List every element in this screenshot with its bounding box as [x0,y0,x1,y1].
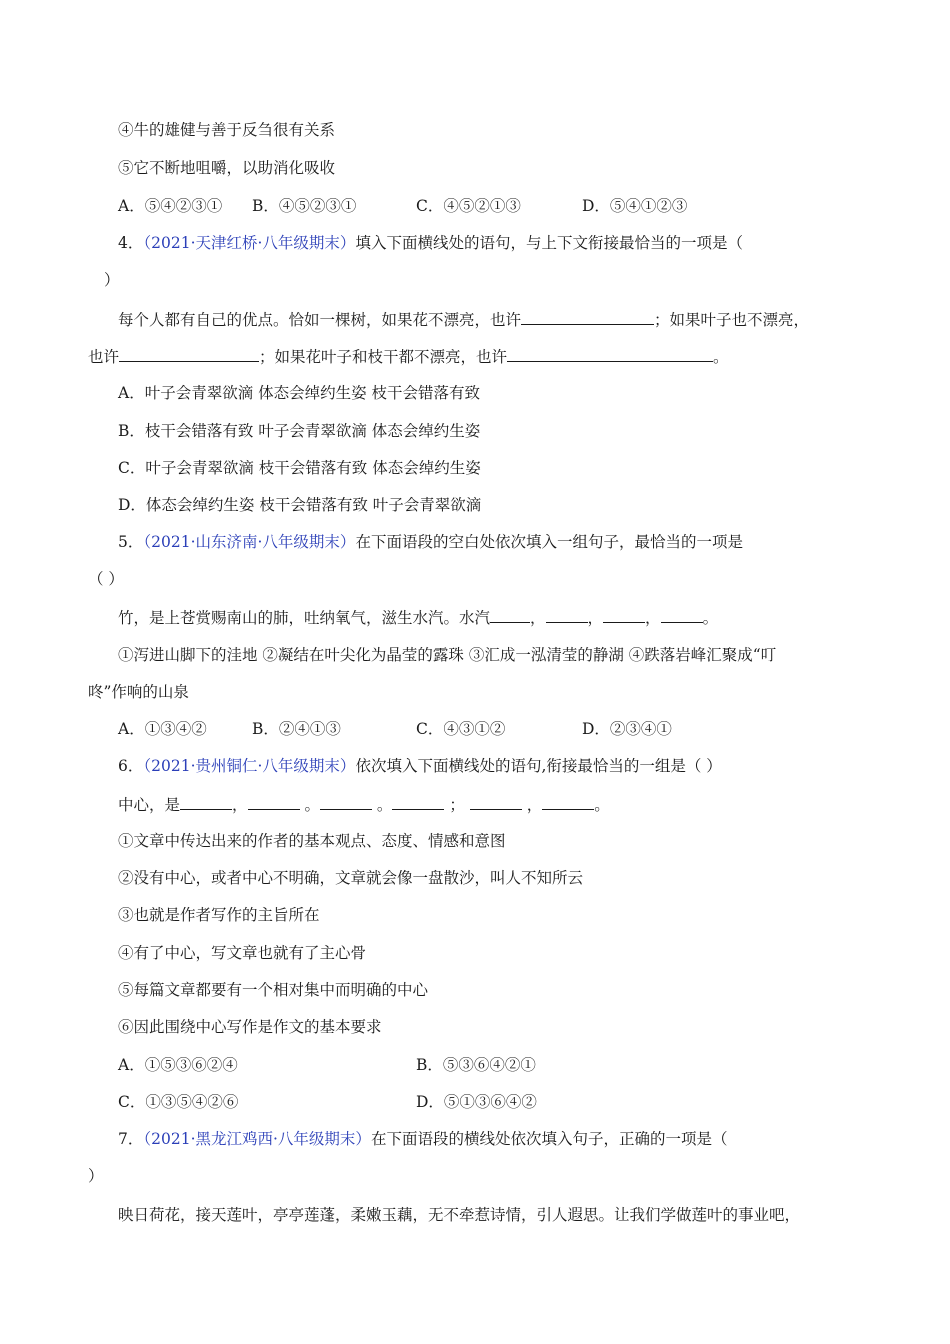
q4-passage-text5: 。 [713,348,729,366]
q5-blank-4[interactable] [661,607,703,623]
q5-option-d[interactable]: D．②③④① [582,720,672,738]
q6-blank-3[interactable] [320,794,372,810]
q5-number: 5． [118,533,144,551]
item-4: ④牛的雄健与善于反刍很有关系 [118,121,336,139]
q5-passage [118,607,718,628]
q6-blank-4[interactable] [392,794,444,810]
q4-number: 4． [118,234,144,252]
q5-blank-2[interactable] [546,607,588,623]
q6-period-1: 。 [304,796,320,814]
q4-stem-line [118,233,743,253]
q5-blank-1[interactable] [490,607,530,623]
option-a[interactable]: A．⑤④②③① [118,197,223,215]
q5-stem: 在下面语段的空白处依次填入一组句子，最恰当的一项是 [355,533,743,551]
q5-source: （2021·山东济南·八年级期末） [143,533,356,551]
q4-passage-text2: ；如果叶子也不漂亮， [654,311,810,329]
q7-number: 7． [118,1130,144,1148]
q4-option-d[interactable]: D．体态会绰约生姿 枝干会错落有致 叶子会青翠欲滴 [118,496,482,514]
q6-item-5: ⑤每篇文章都要有一个相对集中而明确的中心 [118,981,429,999]
q6-source: （2021·贵州铜仁·八年级期末） [143,757,356,775]
q5-passage-text: 竹，是上苍赏赐南山的肺，吐纳氧气，滋生水汽。水汽 [118,609,491,627]
q6-option-a[interactable]: A．①⑤③⑥②④ [118,1056,238,1074]
q4-passage-line2 [88,346,729,367]
q5-comma-2: ， [587,609,604,627]
q6-option-c[interactable]: C．①③⑤④②⑥ [118,1093,239,1111]
q6-option-d[interactable]: D．⑤①③⑥④② [416,1093,537,1111]
item-5: ⑤它不断地咀嚼，以助消化吸收 [118,159,336,177]
q6-item-3: ③也就是作者写作的主旨所在 [118,906,320,924]
option-b[interactable]: B．④⑤②③① [252,197,357,215]
q5-option-c[interactable]: C．④③①② [416,720,506,738]
q7-paren-close: ） [88,1167,104,1185]
q4-passage-line1 [118,309,809,330]
q7-stem: 在下面语段的横线处依次填入句子，正确的一项是（ [370,1130,728,1148]
q6-passage [118,794,610,815]
q6-number: 6． [118,757,144,775]
q4-source: （2021·天津红桥·八年级期末） [143,234,356,252]
q5-period: 。 [702,609,719,627]
q6-blank-2[interactable] [248,794,300,810]
q4-blank-1[interactable] [521,309,654,325]
q6-item-2: ②没有中心，或者中心不明确，文章就会像一盘散沙，叫人不知所云 [118,869,584,887]
q5-option-b[interactable]: B．②④①③ [252,720,341,738]
q6-blank-6[interactable] [542,794,594,810]
q6-passage-text: 中心，是 [118,796,181,814]
q5-items-line1: ①泻进山脚下的洼地 ②凝结在叶尖化为晶莹的露珠 ③汇成一泓清莹的静湖 ④跌落岩峰汇聚成“叮 [118,646,777,664]
q4-paren-close: ） [104,271,120,289]
q4-option-b[interactable]: B．枝干会错落有致 叶子会青翠欲滴 体态会绰约生姿 [118,422,481,440]
q5-blank-3[interactable] [603,607,645,623]
q4-stem: 填入下面横线处的语句，与上下文衔接最恰当的一项是（ [355,234,743,252]
q7-passage: 映日荷花，接天莲叶，亭亭莲蓬，柔嫩玉藕，无不牵惹诗情，引人遐思。让我们学做莲叶的事业吧， [118,1206,801,1224]
q6-blank-5[interactable] [470,794,522,810]
q6-item-4: ④有了中心，写文章也就有了主心骨 [118,944,367,962]
q5-items-line2: 咚”作响的山泉 [88,683,189,701]
q7-source: （2021·黑龙江鸡西·八年级期末） [143,1130,371,1148]
q6-period-3: 。 [594,796,610,814]
q4-blank-3[interactable] [507,346,713,362]
q6-comma-1: ， [232,796,248,814]
q6-item-6: ⑥因此围绕中心写作是作文的基本要求 [118,1018,382,1036]
q6-option-b[interactable]: B．⑤③⑥④②① [416,1056,536,1074]
q6-comma-2: ， [526,796,543,814]
q5-comma-3: ， [645,609,661,627]
q5-stem-line [118,532,743,552]
option-c[interactable]: C．④⑤②①③ [416,197,521,215]
q4-passage-text4: ；如果花叶子和枝干都不漂亮，也许 [259,348,508,366]
q4-passage-text1: 每个人都有自己的优点。恰如一棵树，如果花不漂亮，也许 [118,311,522,329]
q5-paren: （ ） [88,570,124,588]
q6-period-2: 。 [376,796,393,814]
q4-option-c[interactable]: C．叶子会青翠欲滴 枝干会错落有致 体态会绰约生姿 [118,459,481,477]
q7-stem-line [118,1129,727,1149]
option-d[interactable]: D．⑤④①②③ [582,197,688,215]
q4-passage-text3: 也许 [88,348,120,366]
q5-comma-1: ， [530,609,546,627]
q5-option-a[interactable]: A．①③④② [118,720,207,738]
q6-semicolon: ； [449,796,465,814]
q6-item-1: ①文章中传达出来的作者的基本观点、态度、情感和意图 [118,832,506,850]
q6-stem: 依次填入下面横线处的语句,衔接最恰当的一组是（ ） [355,757,722,775]
q6-stem-line [118,756,722,776]
q6-blank-1[interactable] [180,794,232,810]
q4-blank-2[interactable] [119,346,259,362]
q4-option-a[interactable]: A．叶子会青翠欲滴 体态会绰约生姿 枝干会错落有致 [118,384,481,402]
